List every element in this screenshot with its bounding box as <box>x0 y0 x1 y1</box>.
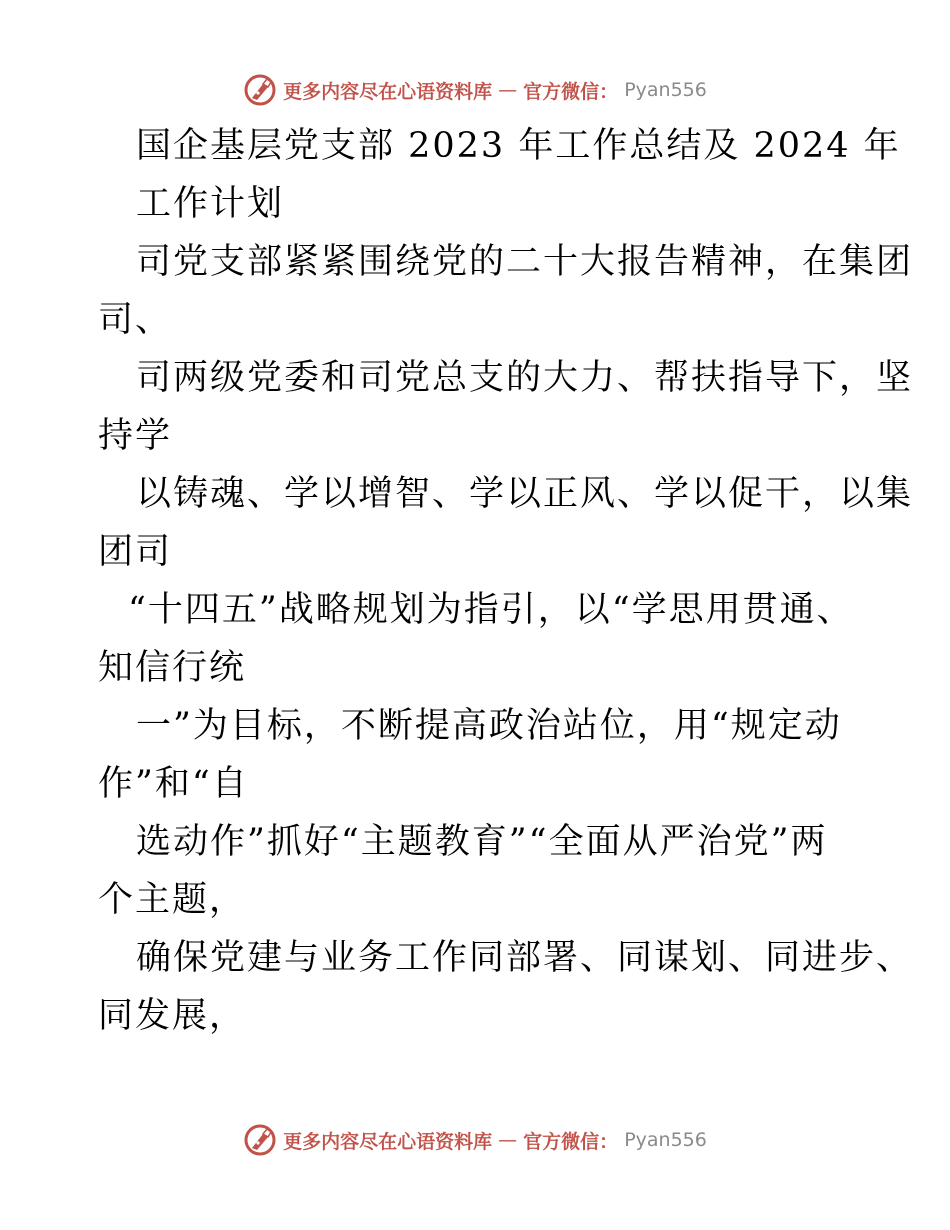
paragraph-line: 司、 <box>98 300 173 340</box>
pen-nib-logo-icon <box>243 1123 277 1157</box>
wechat-label: 官方微信： <box>523 1130 619 1153</box>
document-title-line-2: 工作计划 <box>136 184 285 224</box>
banner-separator: — <box>498 1129 518 1151</box>
pen-nib-logo-icon <box>243 73 277 107</box>
paragraph-line: “十四五”战略规划为指引，以“学思用贯通、 <box>128 590 854 630</box>
footer-watermark-banner <box>0 1120 950 1160</box>
paragraph-line: 确保党建与业务工作同部署、同谋划、同进步、 <box>136 938 914 978</box>
paragraph-line: 以铸魂、学以增智、学以正风、学以促干，以集 <box>136 474 914 514</box>
paragraph-line: 知信行统 <box>98 648 247 688</box>
paragraph-line: 团司 <box>98 532 173 572</box>
paragraph-line: 司两级党委和司党总支的大力、帮扶指导下，坚 <box>136 358 914 398</box>
header-watermark-banner <box>0 70 950 110</box>
wechat-id: Pyan556 <box>624 1129 707 1151</box>
paragraph-line: 个主题， <box>98 880 247 920</box>
paragraph-line: 持学 <box>98 416 173 456</box>
banner-separator: — <box>498 79 518 101</box>
wechat-label: 官方微信： <box>523 80 619 103</box>
brand-text: 更多内容尽在心语资料库 <box>283 1130 493 1153</box>
brand-text: 更多内容尽在心语资料库 <box>283 80 493 103</box>
paragraph-line: 司党支部紧紧围绕党的二十大报告精神，在集团 <box>136 242 914 282</box>
wechat-id: Pyan556 <box>624 79 707 101</box>
document-title-line-1: 国企基层党支部 2023 年工作总结及 2024 年 <box>136 126 901 166</box>
paragraph-line: 一”为目标，不断提高政治站位，用“规定动 <box>136 706 842 746</box>
paragraph-line: 选动作”抓好“主题教育”“全面从严治党”两 <box>136 822 828 862</box>
paragraph-line: 作”和“自 <box>98 764 249 804</box>
paragraph-line: 同发展， <box>98 996 247 1036</box>
